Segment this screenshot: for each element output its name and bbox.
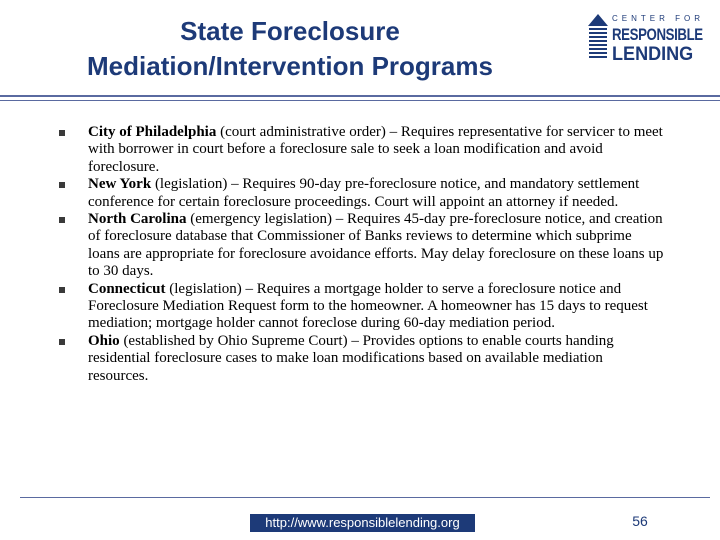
bullet-list xyxy=(56,124,666,385)
bullet-heading: North Carolina xyxy=(88,211,187,228)
bullet-item xyxy=(56,176,666,211)
logo-line-3: LENDING xyxy=(612,44,694,65)
bullet-heading: City of Philadelphia xyxy=(88,124,217,140)
bullet-text: (established by Ohio Supreme Court) – Provides options to enable courts handing residential foreclosure cases to make loan modifications based on available mediation resources. xyxy=(88,332,614,384)
bullet-item xyxy=(56,281,666,333)
bullet-heading: Connecticut xyxy=(88,280,166,297)
building-icon xyxy=(586,12,610,64)
bullet-square-icon xyxy=(59,182,65,188)
footer-divider xyxy=(20,497,710,498)
bullet-text: (legislation) – Requires a mortgage holder to serve a foreclosure notice and Foreclosure Mediation Request form to the homeowner. A homeowner has 15 days to request mediation; mortgage holder cannot foreclose during 60-day mediation period. xyxy=(88,280,648,332)
slide-title xyxy=(20,14,560,84)
center-for-responsible-lending-logo xyxy=(586,12,706,68)
bullet-text: (legislation) – Requires 90-day pre-foreclosure notice, and mandatory settlement conference for certain foreclosure proceedings. Court will appoint an attorney if needed. xyxy=(88,176,640,210)
footer-url: http://www.responsiblelending.org xyxy=(250,514,475,532)
bullet-text: (emergency legislation) – Requires 45-day pre-foreclosure notice, and creation of foreclosure database that Commissioner of Banks reviews to determine which subprime loans are appropriate for foreclosure avoidance efforts. May delay foreclosure on these loans up to 30 days. xyxy=(88,211,664,280)
logo-line-2: RESPONSIBLE xyxy=(612,25,703,44)
bullet-text: (court administrative order) – Requires representative for servicer to meet with borrower in court before a foreclosure sale to seek a loan modification and avoid foreclosure. xyxy=(88,124,663,175)
logo-line-1: CENTER FOR xyxy=(612,14,704,23)
bullet-square-icon xyxy=(59,217,65,223)
page-number: 56 xyxy=(632,513,648,529)
title-line-1: State Foreclosure xyxy=(180,16,400,46)
title-line-2: Mediation/Intervention Programs xyxy=(87,51,493,81)
bullet-square-icon xyxy=(59,130,65,136)
header-divider-bottom xyxy=(0,100,720,101)
bullet-item xyxy=(56,333,666,385)
bullet-heading: New York xyxy=(88,176,152,193)
bullet-item xyxy=(56,124,666,176)
bullet-square-icon xyxy=(59,287,65,293)
bullet-square-icon xyxy=(59,339,65,345)
header-divider-top xyxy=(0,95,720,97)
bullet-heading: Ohio xyxy=(88,332,120,349)
bullet-item xyxy=(56,211,666,281)
